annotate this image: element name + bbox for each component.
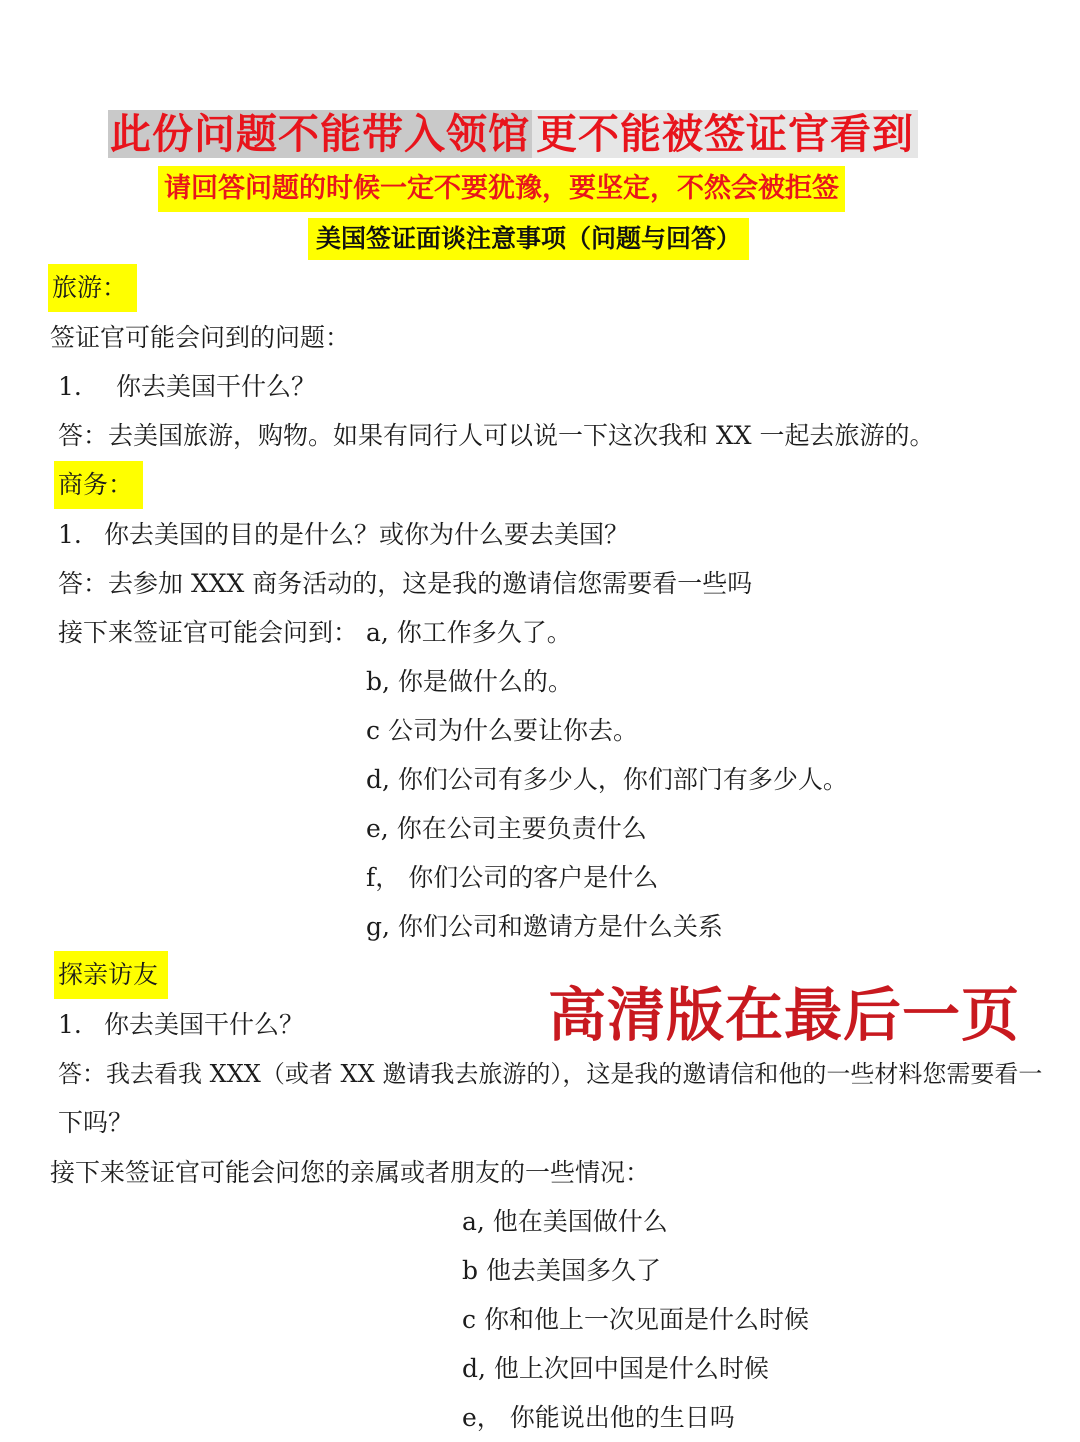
question-text: 你去美国干什么？ (104, 1010, 305, 1039)
business-followup-d: d, 你们公司有多少人，你们部门有多少人。 (366, 765, 848, 794)
business-followup-c: c 公司为什么要让你去。 (366, 716, 638, 745)
question-number: 1. (58, 520, 82, 549)
family-followup-d: d, 他上次回中国是什么时候 (462, 1354, 769, 1383)
title-part-1: 此份问题不能带入领馆 (110, 110, 530, 158)
warning-subtitle: 请回答问题的时候一定不要犹豫，要坚定，不然会被拒签 (158, 166, 845, 212)
family-answer-line-1: 答：我去看我 XXX（或者 XX 邀请我去旅游的），这是我的邀请信和他的一些材料您需要看一 (58, 1060, 1043, 1088)
hd-version-notice: 高清版在最后一页 (548, 981, 1021, 1049)
family-followup-e: e， 你能说出他的生日吗 (462, 1403, 735, 1432)
tourism-label: 旅游： (48, 264, 137, 312)
tourism-answer: 答：去美国旅游，购物。如果有同行人可以说一下这次我和 XX 一起去旅游的。 (58, 421, 935, 450)
question-number: 1. (58, 372, 82, 401)
question-number: 1. (58, 1010, 82, 1039)
business-followup-intro: 接下来签证官可能会问到： (58, 618, 359, 647)
family-answer-line-2: 下吗？ (58, 1108, 134, 1137)
question-text: 你去美国干什么？ (116, 372, 317, 401)
tourism-question (58, 363, 316, 411)
family-label: 探亲访友 (54, 951, 168, 999)
family-followup-b: b 他去美国多久了 (462, 1256, 661, 1285)
family-followup-intro: 接下来签证官可能会问您的亲属或者朋友的一些情况： (50, 1158, 651, 1187)
business-answer: 答：去参加 XXX 商务活动的，这是我的邀请信您需要看一些吗 (58, 569, 753, 598)
business-question (58, 511, 629, 559)
family-question (58, 1001, 304, 1049)
family-followup-a: a, 他在美国做什么 (462, 1207, 668, 1236)
business-followup-b: b, 你是做什么的。 (366, 667, 573, 696)
business-followup-f: f， 你们公司的客户是什么 (366, 863, 659, 892)
section-heading: 美国签证面谈注意事项（问题与回答） (308, 218, 749, 260)
tourism-intro: 签证官可能会问到的问题： (50, 323, 351, 352)
business-label: 商务： (54, 461, 143, 509)
business-followup-g: g, 你们公司和邀请方是什么关系 (366, 912, 723, 941)
family-followup-c: c 你和他上一次见面是什么时候 (462, 1305, 809, 1334)
business-followup-e: e, 你在公司主要负责什么 (366, 814, 647, 843)
business-followup-a: a, 你工作多久了。 (366, 618, 572, 647)
question-text: 你去美国的目的是什么？或你为什么要去美国？ (104, 520, 630, 549)
title-part-2: 更不能被签证官看到 (532, 110, 918, 158)
document-title (108, 106, 918, 162)
